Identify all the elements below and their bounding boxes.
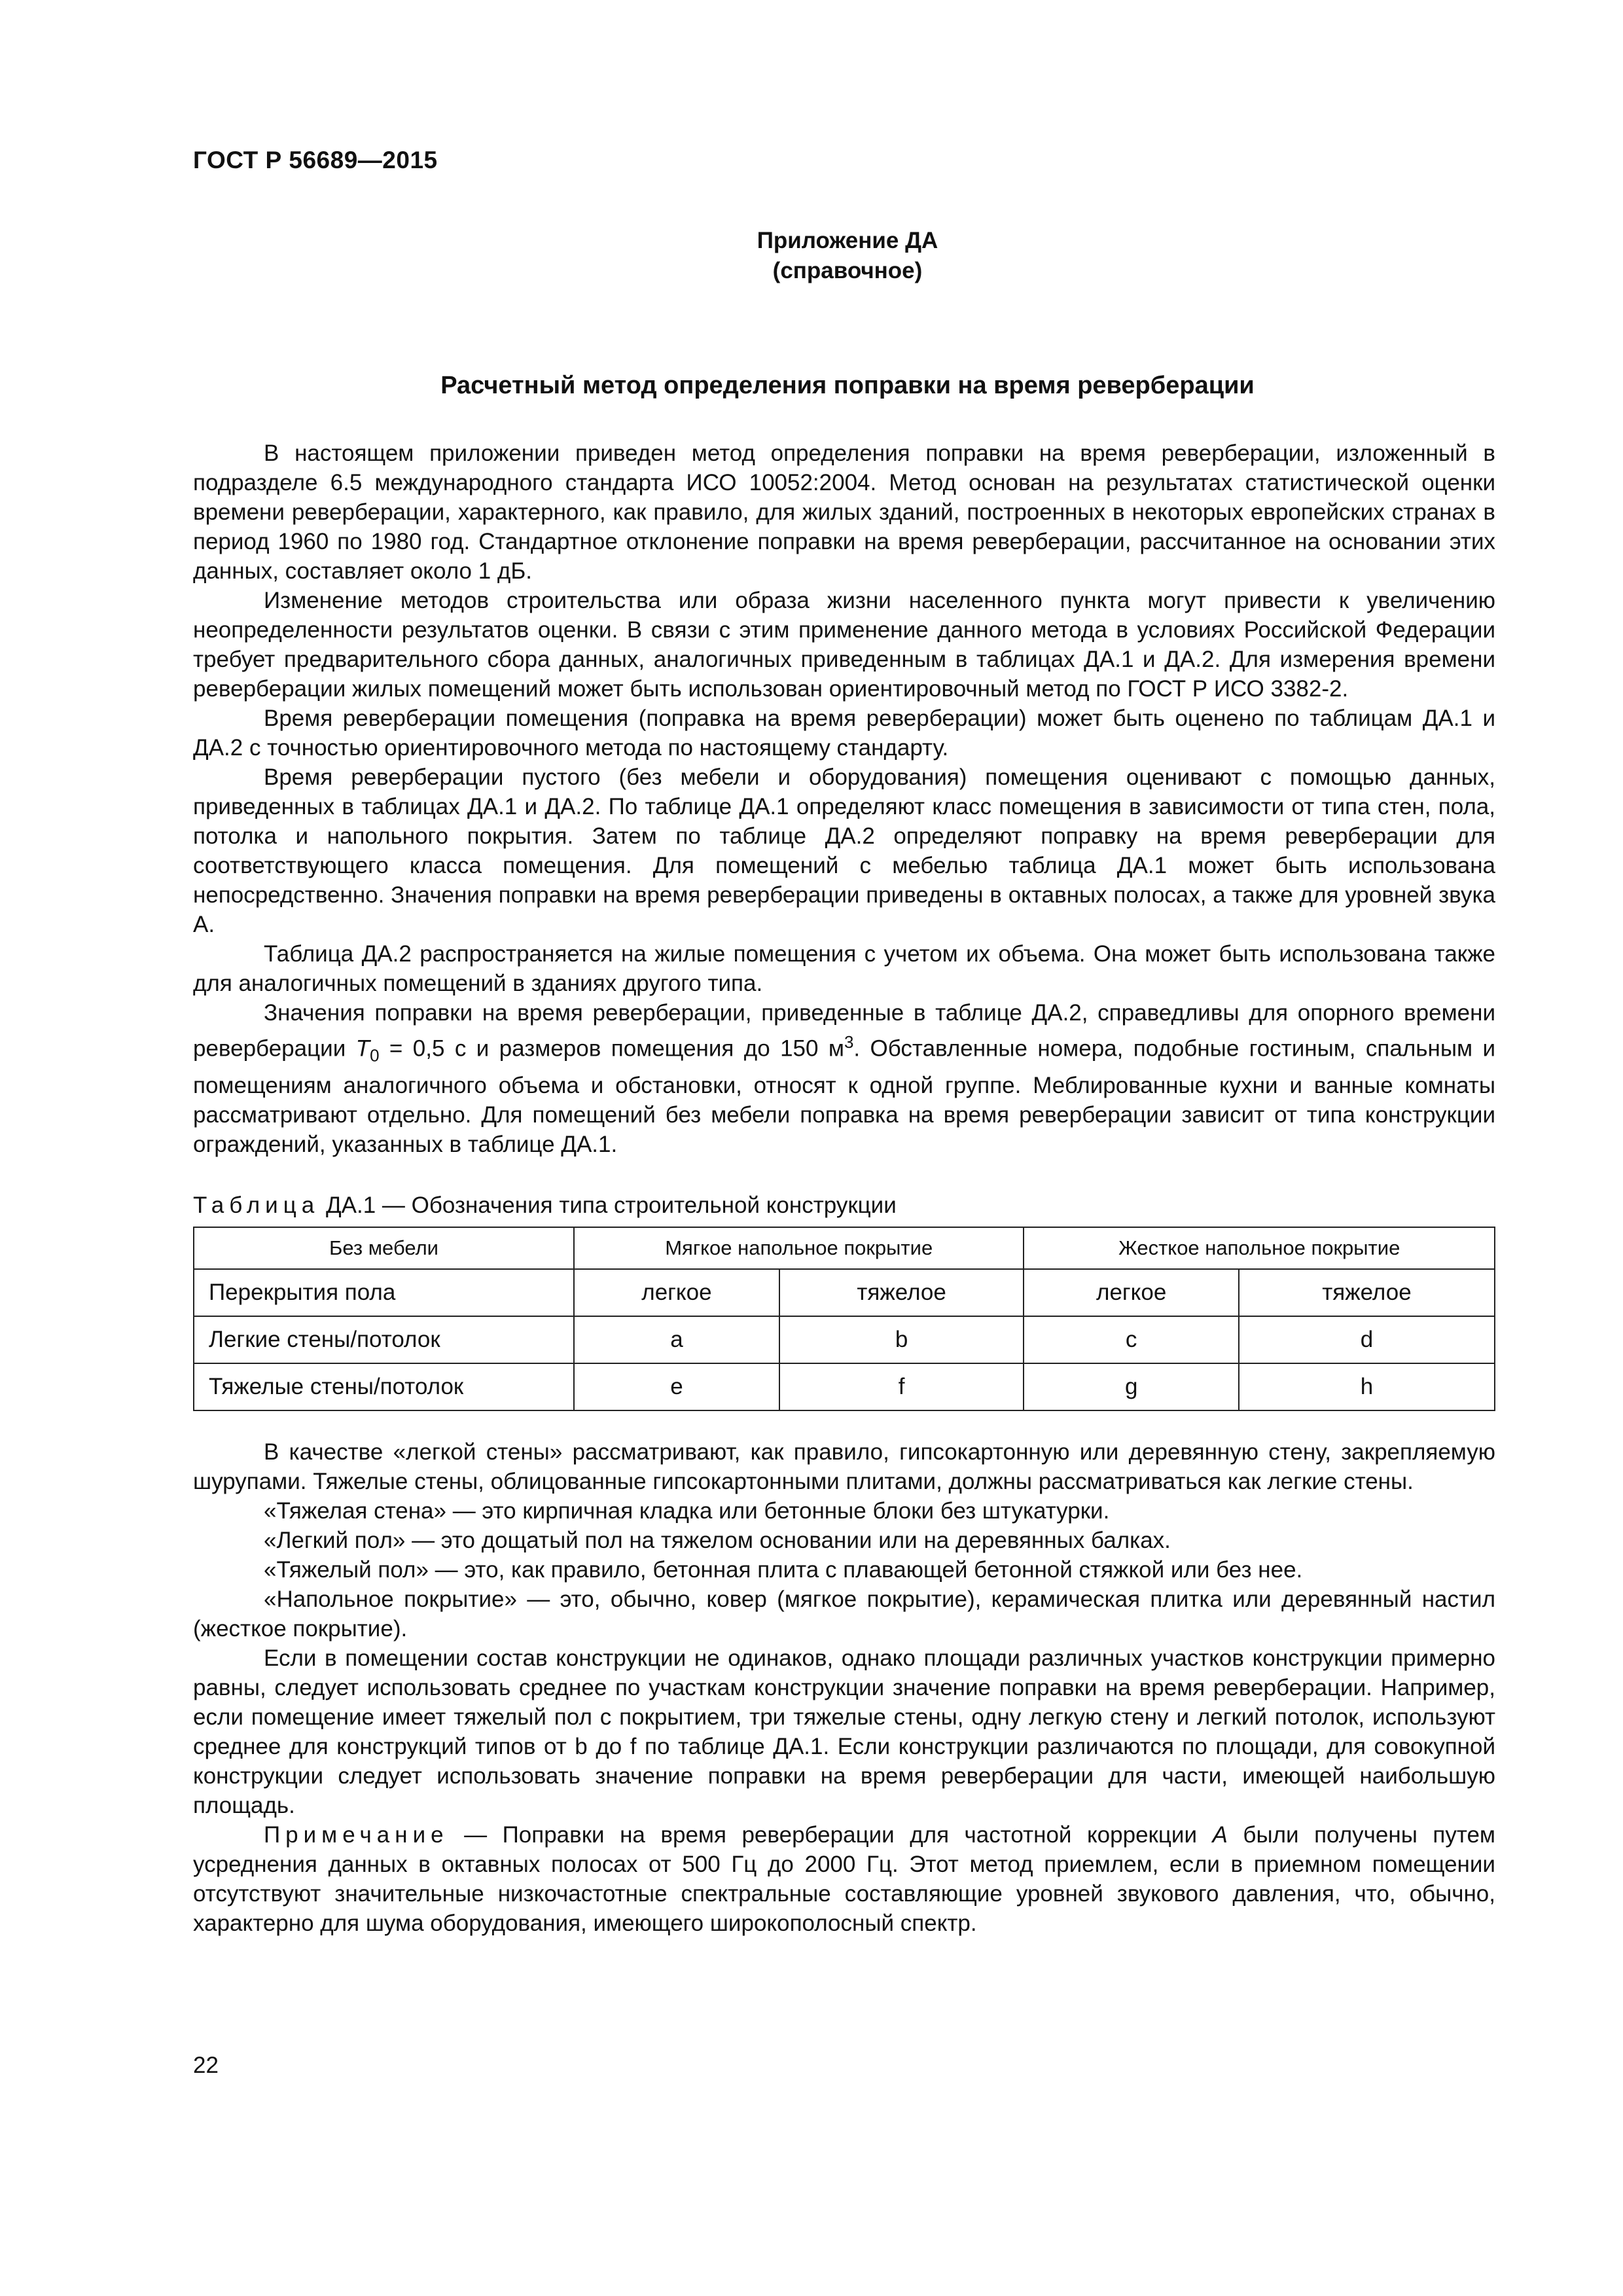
paragraph-6 <box>193 998 1495 1159</box>
note <box>193 1820 1495 1938</box>
paragraph-1: В настоящем приложении приведен метод определения поправки на время реверберации, изложенный в подразделе 6.5 международного стандарта ИСО 10052:2004. Метод основан на результатах статистической оценки времени реверберации, характерного, как правило, для жилых зданий, построенных в некоторых европейских странах в период 1960 по 1980 год. Стандартное отклонение поправки на время реверберации, рассчитанное на основании этих данных, составляет около 1 дБ. <box>193 440 1495 584</box>
table-cell: тяжелое <box>1239 1269 1495 1316</box>
page-number: 22 <box>193 2053 219 2078</box>
table-cell: f <box>779 1363 1024 1410</box>
table-cell: Тяжелые стены/потолок <box>194 1363 574 1410</box>
paragraph-6-part-c: . Обставленные номера, подобные гостиным, спальным и помещениям аналогичного объема и обстановки, относят к одной группе. Меблированные кухни и ванные комнаты рассматривают отдельно. Для помещений без мебели поправка на время реверберации зависит от типа конструкции ограждений, указанных в таблице ДА.1. <box>193 1035 1496 1157</box>
note-text-b: были получены путем усреднения данных в октавных полосах от 500 Гц до 2000 Гц. Этот метод приемлем, если в приемном помещении отсутствуют значительные низкочастотные спектральные составляющие уровней звукового давления, что, обычно, характерно для шума оборудования, имеющего широкополосный спектр. <box>193 1821 1495 1936</box>
paragraph-8: «Тяжелая стена» — это кирпичная кладка или бетонные блоки без штукатурки. <box>264 1498 1110 1524</box>
table-cell: Перекрытия пола <box>194 1269 574 1316</box>
paragraph-3: Время реверберации помещения (поправка на время реверберации) может быть оценено по таблицам ДА.1 и ДА.2 с точностью ориентировочного метода по настоящему стандарту. <box>193 706 1495 761</box>
paragraph-7: В качестве «легкой стены» рассматривают, как правило, гипсокартонную или деревянную стену, закрепляемую шурупами. Тяжелые стены, облицованные гипсокартонными плитами, должны рассматриваться как легкие стены. <box>193 1439 1495 1494</box>
table-caption-label: Таблица <box>193 1192 320 1218</box>
table-cell: d <box>1239 1316 1495 1363</box>
paragraph-12: Если в помещении состав конструкции не одинаков, однако площади различных участков конструкции примерно равны, следует использовать среднее по участкам конструкции значение поправки на время реверберации. Например, если помещение имеет тяжелый пол с покрытием, три тяжелые стены, одну легкую стену и легкий потолок, используют среднее для конструкций типов от b до f по таблице ДА.1. Если конструкции различаются по площади, для совокупной конструкции следует использовать значение поправки на время реверберации для части, имеющей наибольшую площадь. <box>193 1645 1495 1818</box>
volume-unit-superscript: 3 <box>844 1032 854 1052</box>
table-caption-text: ДА.1 — Обозначения типа строительной конструкции <box>319 1192 897 1218</box>
construction-type-table <box>193 1227 1495 1411</box>
reverb-time-symbol: T <box>355 1035 370 1062</box>
paragraph-5: Таблица ДА.2 распространяется на жилые помещения с учетом их объема. Она может быть использована также для аналогичных помещений в зданиях другого типа. <box>193 941 1495 996</box>
paragraph-2: Изменение методов строительства или образа жизни населенного пункта могут привести к увеличению неопределенности результатов оценки. В связи с этим применение данного метода в условиях Российской Федерации требует предварительного сбора данных, аналогичных приведенным в таблицах ДА.1 и ДА.2. Для измерения времени реверберации жилых помещений может быть использован ориентировочный метод по ГОСТ Р ИСО 3382-2. <box>193 588 1495 702</box>
table-header-row <box>194 1227 1495 1269</box>
table-header-cell: Мягкое напольное покрытие <box>574 1227 1024 1269</box>
note-text-a: — Поправки на время реверберации для частотной коррекции <box>448 1821 1213 1848</box>
table-cell: легкое <box>1024 1269 1239 1316</box>
table-cell: a <box>574 1316 779 1363</box>
paragraph-6-part-b: = 0,5 с и размеров помещения до 150 м <box>379 1035 844 1062</box>
weighting-symbol: А <box>1212 1821 1228 1848</box>
reverb-time-subscript: 0 <box>370 1045 380 1066</box>
paragraph-11: «Напольное покрытие» — это, обычно, ковер (мягкое покрытие), керамическая плитка или деревянный настил (жесткое покрытие). <box>193 1586 1495 1641</box>
definitions-section <box>193 1437 1495 1820</box>
paragraph-6-part-a: Значения поправки на время реверберации, приведенные в таблице ДА.2, справедливы для опорного времени реверберации <box>193 1000 1495 1062</box>
paragraph-9: «Легкий пол» — это дощатый пол на тяжелом основании или на деревянных балках. <box>264 1527 1171 1553</box>
table-row <box>194 1363 1495 1410</box>
table-row <box>194 1316 1495 1363</box>
paragraph-4: Время реверберации пустого (без мебели и оборудования) помещения оценивают с помощью данных, приведенных в таблицах ДА.1 и ДА.2. По таблице ДА.1 определяют класс помещения в зависимости от типа стен, пола, потолка и напольного покрытия. Затем по таблице ДА.2 определяют поправку на время реверберации для соответствующего класса помещения. Для помещений с мебелью таблица ДА.1 может быть использована непосредственно. Значения поправки на время реверберации приведены в октавных полосах, а также для уровней звука А. <box>193 764 1495 937</box>
annex-label: Приложение ДА <box>757 228 938 253</box>
table-cell: c <box>1024 1316 1239 1363</box>
table-cell: g <box>1024 1363 1239 1410</box>
table-cell: b <box>779 1316 1024 1363</box>
annex-type: (справочное) <box>772 258 923 283</box>
document-body <box>193 439 1495 1938</box>
annex-heading <box>193 226 1502 286</box>
table-header-cell: Без мебели <box>194 1227 574 1269</box>
annex-title: Расчетный метод определения поправки на время реверберации <box>440 372 1255 399</box>
table-header-cell: Жесткое напольное покрытие <box>1024 1227 1495 1269</box>
table-row <box>194 1269 1495 1316</box>
paragraph-10: «Тяжелый пол» — это, как правило, бетонная плита с плавающей бетонной стяжкой или без нее. <box>264 1556 1303 1583</box>
table-cell: легкое <box>574 1269 779 1316</box>
table-cell: Легкие стены/потолок <box>194 1316 574 1363</box>
table-cell: h <box>1239 1363 1495 1410</box>
note-label: Примечание <box>264 1821 449 1848</box>
standard-header: ГОСТ Р 56689—2015 <box>193 147 438 173</box>
table-cell: тяжелое <box>779 1269 1024 1316</box>
table-cell: e <box>574 1363 779 1410</box>
table-caption <box>193 1191 1495 1220</box>
